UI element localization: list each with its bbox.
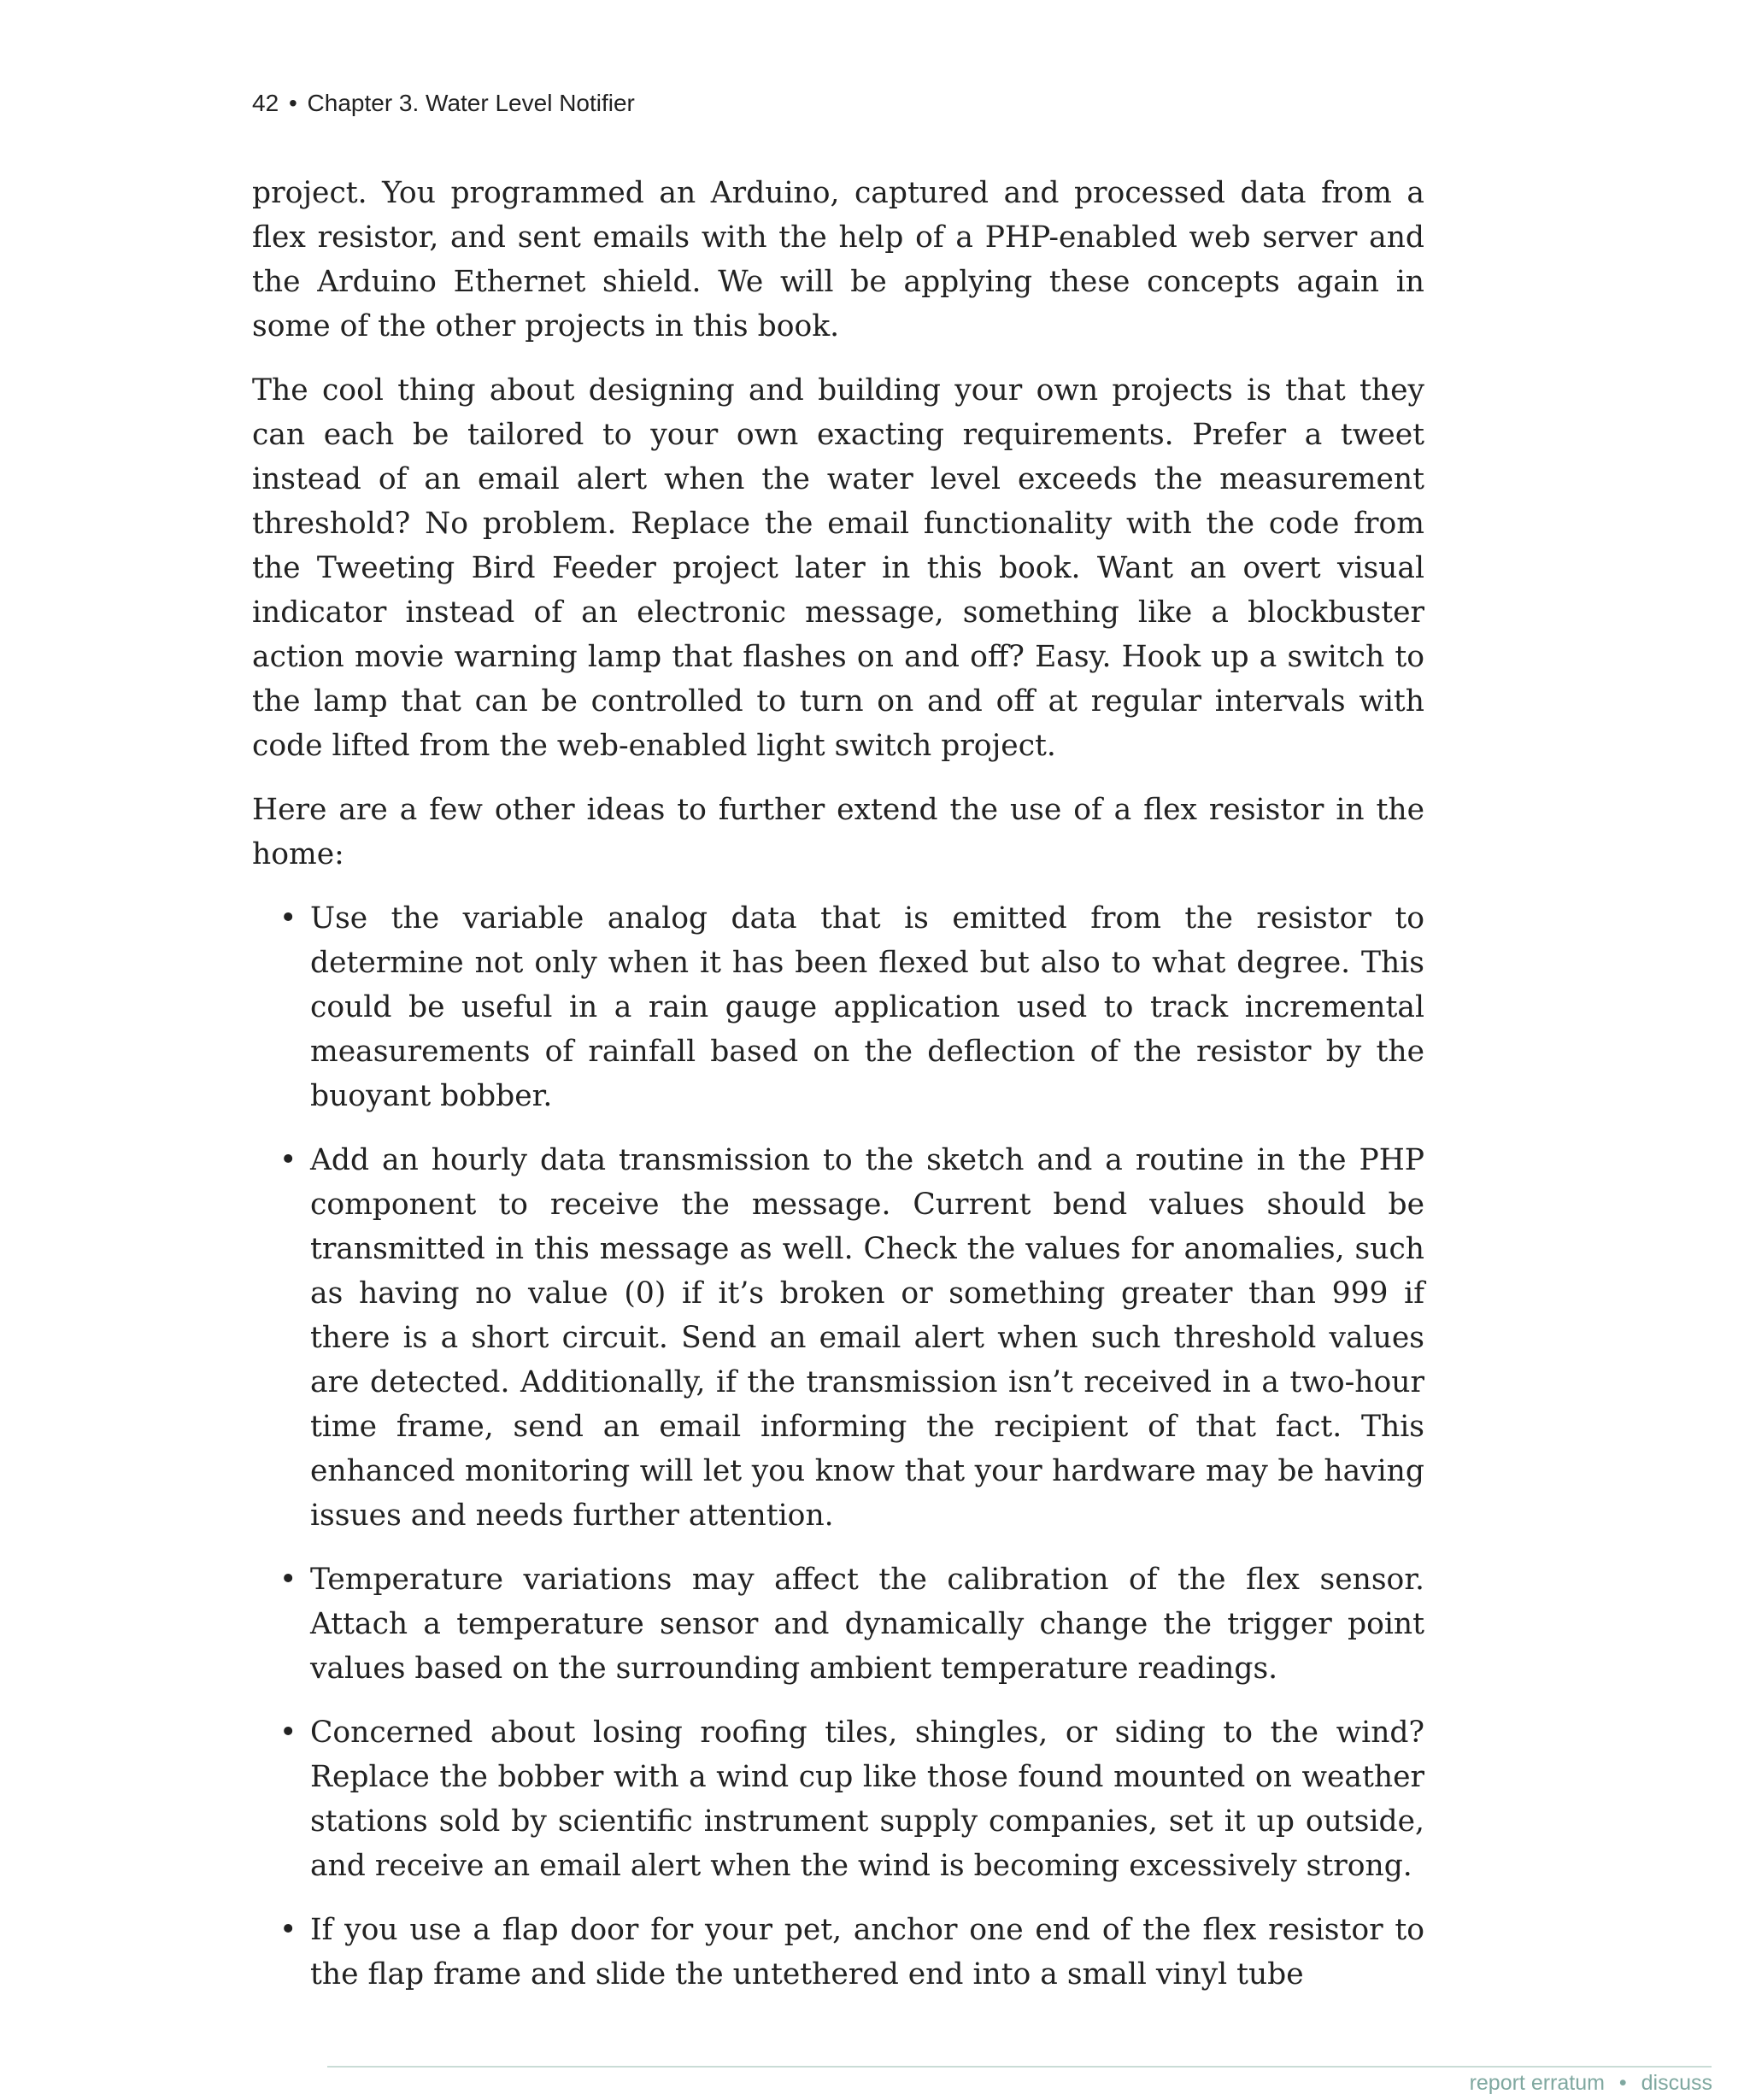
report-erratum-link[interactable]: report erratum xyxy=(1469,2071,1605,2095)
bullet-marker: • xyxy=(279,1143,297,1177)
bullet-marker: • xyxy=(279,1716,297,1750)
bullet-marker: • xyxy=(279,1913,297,1947)
paragraph-intro: project. You programmed an Arduino, captured and processed data from a flex resistor, and sent emails with the help of a PHP-enabled web server and the Arduino Ethernet shield. We will be applying these concepts again in some of the other projects in this book. xyxy=(252,176,1424,343)
list-item xyxy=(279,1710,1424,1888)
ideas-list xyxy=(252,896,1424,1997)
footer-divider xyxy=(327,2066,1712,2068)
paragraph-ideas-lead: Here are a few other ideas to further extend the use of a flex resistor in the home: xyxy=(252,793,1424,871)
page-body xyxy=(252,171,1424,2016)
list-item-text: Temperature variations may affect the calibration of the flex sensor. Attach a temperature sensor and dynamically change the trigger point values based on the surrounding ambient temperature readings. xyxy=(310,1563,1424,1686)
bullet-marker: • xyxy=(279,1563,297,1597)
list-item xyxy=(279,1557,1424,1691)
footer-links xyxy=(1470,2071,1712,2096)
running-head xyxy=(252,90,635,117)
list-item xyxy=(279,1908,1424,1997)
list-item-text: If you use a flap door for your pet, anchor one end of the flex resistor to the flap frame and slide the untethered end into a small vinyl tube xyxy=(310,1913,1424,1991)
paragraph-custom-projects: The cool thing about designing and building your own projects is that they can each be tailored to your own exacting requirements. Prefer a tweet instead of an email alert when the water level exceeds the measurement threshold? No problem. Replace the email functionality with the code from the Tweeting Bird Feeder project later in this book. Want an overt visual indicator instead of an electronic message, something like a blockbuster action movie warning lamp that flashes on and off? Easy. Hook up a switch to the lamp that can be controlled to turn on and off at regular intervals with code lifted from the web-enabled light switch project. xyxy=(252,373,1424,763)
list-item-text: Use the variable analog data that is emitted from the resistor to determine not only when it has been flexed but also to what degree. This could be useful in a rain gauge application used to track incremental measurements of rainfall based on the deflection of the resistor by the buoyant bobber. xyxy=(310,901,1424,1113)
list-item xyxy=(279,1138,1424,1538)
list-item-text: Add an hourly data transmission to the sketch and a routine in the PHP component to receive the message. Current bend values should be transmitted in this message as well. Check the values for anomalies, such as having no value (0) if it’s broken or something greater than 999 if there is a short circuit. Send an email alert when such threshold values are detected. Additionally, if the transmission isn’t received in a two-hour time frame, send an email informing the recipient of that fact. This enhanced monitoring will let you know that your hardware may be having issues and needs further attention. xyxy=(310,1143,1424,1533)
discuss-link[interactable]: discuss xyxy=(1641,2071,1712,2095)
page-number: 42 xyxy=(252,90,279,116)
list-item-text: Concerned about losing roofing tiles, shingles, or siding to the wind? Replace the bobber with a wind cup like those found mounted on weather stations sold by scientific instrument supply companies, set it up outside, and receive an email alert when the wind is becoming excessively strong. xyxy=(310,1716,1424,1883)
list-item xyxy=(279,896,1424,1118)
header-separator: • xyxy=(288,90,297,116)
bullet-marker: • xyxy=(279,901,297,936)
chapter-title: Chapter 3. Water Level Notifier xyxy=(307,90,635,116)
footer-separator: • xyxy=(1618,2071,1627,2095)
